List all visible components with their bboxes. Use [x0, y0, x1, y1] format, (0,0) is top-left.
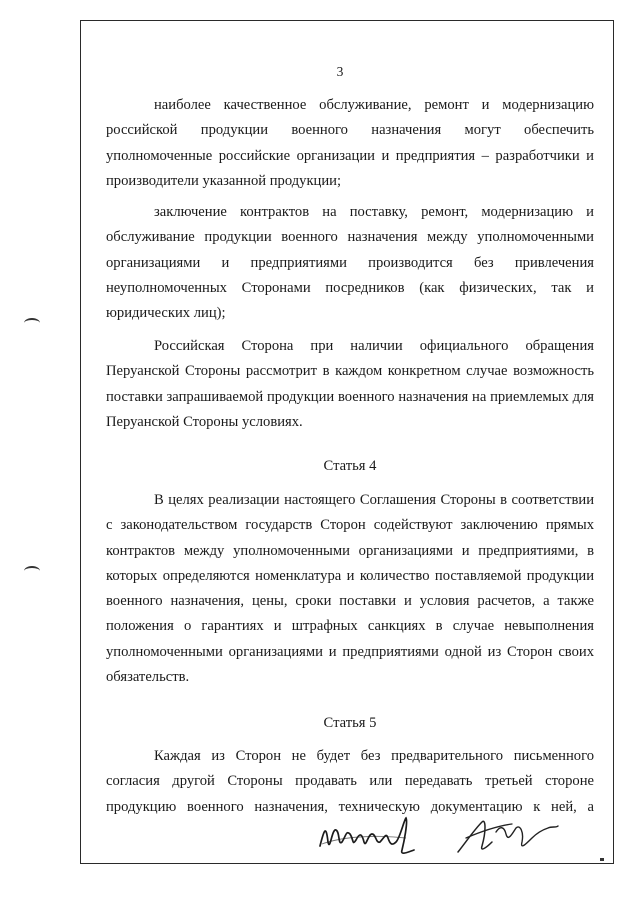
- scan-artifact: [600, 858, 604, 861]
- paragraph-text: наиболее качественное обслуживание, ремонт и модернизацию российской продукции военного назначения могут обеспечить уполномоченные российские организации и предприятия – разработчики и производители указанной продукции;: [106, 97, 594, 189]
- paragraph-1: [106, 93, 594, 194]
- signature-left: [318, 812, 418, 858]
- article-4-heading: Статья 4: [323, 458, 377, 474]
- margin-mark: [24, 318, 40, 328]
- paragraph-3: [106, 334, 594, 435]
- article-5-text: [106, 744, 594, 820]
- signature-right: [452, 812, 562, 856]
- article-4-text: [106, 488, 594, 690]
- paragraph-text: В целях реализации настоящего Соглашения Стороны в соответствии с законодательством государств Сторон содействуют заключению прямых контрактов между уполномоченными организациями и предприятиями, в которых определяются номенклатура и количество поставляемой продукции военного назначения, цены, сроки поставки и условия расчетов, а также положения о гарантиях и штрафных санкциях в случае невыполнения уполномоченными организациями и предприятиями одной из Сторон своих обязательств.: [106, 492, 594, 686]
- margin-mark: [24, 566, 40, 576]
- paragraph-text: Каждая из Сторон не будет без предварительного письменного согласия другой Стороны продавать или передавать третьей стороне продукцию военного назначения, техническую документацию к ней, а: [106, 748, 594, 815]
- paragraph-text: заключение контрактов на поставку, ремонт, модернизацию и обслуживание продукции военного назначения между уполномоченными организациями и предприятиями производится без привлечения неуполномоченных Сторонами посредников (как физических, так и юридических лиц);: [106, 204, 594, 322]
- article-5-heading: Статья 5: [323, 715, 377, 731]
- page-number: 3: [336, 64, 344, 79]
- paragraph-text: Российская Сторона при наличии официального обращения Перуанской Стороны рассмотрит в каждом конкретном случае возможность поставки запрашиваемой продукции военного назначения на приемлемых для Перуанской Стороны условиях.: [106, 338, 594, 430]
- paragraph-2: [106, 200, 594, 326]
